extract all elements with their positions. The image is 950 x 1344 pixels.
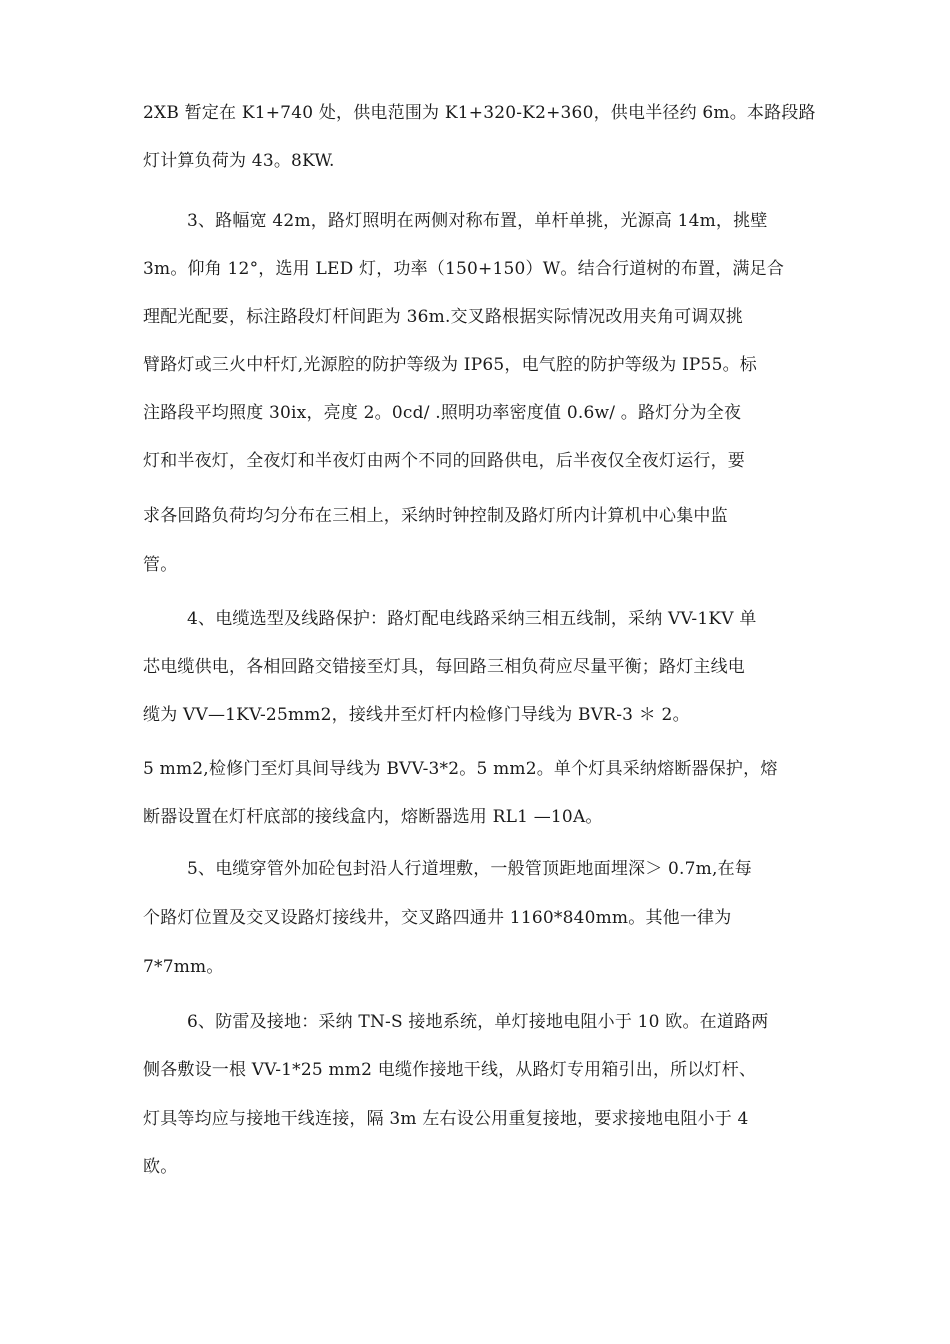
text-line: 缆为 VV—1KV-25mm2，接线井至灯杆内检修门导线为 BVR-3 ＊ 2。 bbox=[143, 705, 690, 725]
text-line: 管。 bbox=[143, 555, 178, 575]
text-line: 个路灯位置及交叉设路灯接线井，交叉路四通井 1160*840mm。其他一律为 bbox=[143, 908, 732, 928]
text-line: 欧。 bbox=[143, 1157, 178, 1177]
text-line: 求各回路负荷均匀分布在三相上，采纳时钟控制及路灯所内计算机中心集中监 bbox=[143, 506, 728, 526]
text-line: 3m。仰角 12°，选用 LED 灯，功率（150+150）W。结合行道树的布置，满足合 bbox=[143, 259, 785, 279]
text-line: 灯和半夜灯，全夜灯和半夜灯由两个不同的回路供电，后半夜仅全夜灯运行，要 bbox=[143, 451, 745, 471]
paragraph-6-start: 6、防雷及接地：采纳 TN-S 接地系统，单灯接地电阻小于 10 欧。在道路两 bbox=[187, 1012, 769, 1032]
text-line: 注路段平均照度 30ix，亮度 2。0cd/ .照明功率密度值 0.6w/ 。路灯分为全夜 bbox=[143, 403, 742, 423]
text-line: 2XB 暂定在 K1+740 处，供电范围为 K1+320-K2+360，供电半径约 6m。本路段路 bbox=[143, 103, 816, 123]
text-line: 理配光配要，标注路段灯杆间距为 36m.交叉路根据实际情况改用夹角可调双挑 bbox=[143, 307, 743, 327]
text-line: 灯具等均应与接地干线连接，隔 3m 左右设公用重复接地，要求接地电阻小于 4 bbox=[143, 1109, 749, 1129]
text-line: 7*7mm。 bbox=[143, 957, 224, 977]
text-line: 断器设置在灯杆底部的接线盒内，熔断器选用 RL1 —10A。 bbox=[143, 807, 603, 827]
text-line: 侧各敷设一根 VV-1*25 mm2 电缆作接地干线，从路灯专用箱引出，所以灯杆、 bbox=[143, 1060, 757, 1080]
text-line: 5 mm2,检修门至灯具间导线为 BVV-3*2。5 mm2。单个灯具采纳熔断器保护，熔 bbox=[143, 759, 778, 779]
paragraph-3-start: 3、路幅宽 42m，路灯照明在两侧对称布置，单杆单挑，光源高 14m，挑壁 bbox=[187, 211, 768, 231]
text-line: 灯计算负荷为 43。8KW. bbox=[143, 151, 335, 171]
paragraph-4-start: 4、电缆选型及线路保护：路灯配电线路采纳三相五线制，采纳 VV-1KV 单 bbox=[187, 609, 757, 629]
text-line: 芯电缆供电，各相回路交错接至灯具，每回路三相负荷应尽量平衡；路灯主线电 bbox=[143, 657, 745, 677]
paragraph-5-start: 5、电缆穿管外加砼包封沿人行道埋敷，一般管顶距地面埋深＞ 0.7m,在每 bbox=[187, 859, 752, 879]
text-line: 臂路灯或三火中杆灯,光源腔的防护等级为 IP65，电气腔的防护等级为 IP55。标 bbox=[143, 355, 757, 375]
